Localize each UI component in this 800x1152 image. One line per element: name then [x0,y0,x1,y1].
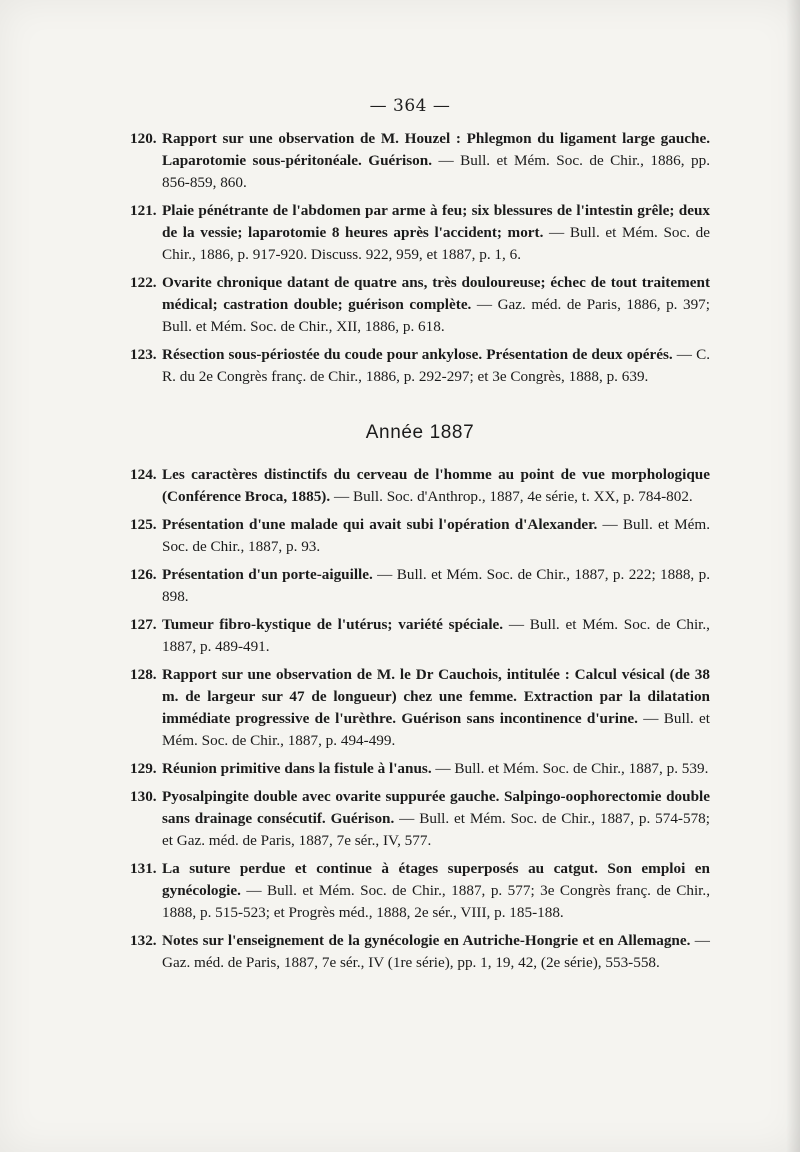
entry-title: Pyosalpingite double avec ovarite suppurée gauche. Salpingo-oophorectomie double sans drainage consécutif. Guérison. [162,788,710,827]
entry-text [162,564,710,608]
bibliography-entry-122 [130,272,710,338]
entry-reference: — Gaz. méd. de Paris, 1887, 7e sér., IV (1re série), pp. 1, 19, 42, (2e série), 553-558. [162,932,710,971]
entry-text [162,514,710,558]
bibliography-content [130,128,710,980]
page-edge-shadow [786,0,800,1152]
entry-title: Tumeur fibro-kystique de l'utérus; variété spéciale. [162,616,504,633]
entry-title: Présentation d'un porte-aiguille. [162,566,373,583]
entry-number: 125. [130,516,157,533]
entry-title: Réunion primitive dans la fistule à l'anus. [162,760,432,777]
entry-text [162,200,710,266]
entry-title: La suture perdue et continue à étages superposés au catgut. Son emploi en gynécologie. [162,860,710,899]
entry-reference: — Bull. et Mém. Soc. de Chir., 1887, p. 222; 1888, p. 898. [162,566,710,605]
bibliography-entry-124 [130,464,710,508]
entry-text [162,614,710,658]
year-heading: Année 1887 [365,422,475,443]
entry-title: Rapport sur une observation de M. le Dr Cauchois, intitulée : Calcul vésical (de 38 m. de largeur sur 47 de longueur) chez une femme. Extraction par la dilatation immédiate progressive de l'urèthre. Guérison sans incontinence d'urine. [162,666,710,727]
bibliography-entry-120 [130,128,710,194]
bibliography-entry-125 [130,514,710,558]
bibliography-entry-127 [130,614,710,658]
page-number: — 364 — [369,96,451,116]
entry-number: 126. [130,566,157,583]
entry-text [162,930,710,974]
entry-number: 129. [130,760,157,777]
entry-number: 131. [130,860,157,877]
entry-number: 120. [130,130,157,147]
bibliography-entry-126 [130,564,710,608]
entry-title: Ovarite chronique datant de quatre ans, très douloureuse; échec de tout traitement médical; castration double; guérison complète. [162,274,710,313]
entry-reference: — Bull. et Mém. Soc. de Chir., 1886, pp. 856-859, 860. [162,152,710,191]
entry-reference: — Bull. Soc. d'Anthrop., 1887, 4e série, t. XX, p. 784-802. [330,488,693,505]
entry-reference: — Bull. et Mém. Soc. de Chir., 1887, p. 539. [431,760,709,777]
bibliography-entry-130 [130,786,710,852]
entry-reference: — Bull. et Mém. Soc. de Chir., 1887, p. 577; 3e Congrès franç. de Chir., 1888, p. 515-523; et Progrès méd., 1888, 2e sér., VIII, p. 185-188. [162,882,710,921]
entry-number: 130. [130,788,157,805]
bibliography-entry-123 [130,344,710,388]
bibliography-entry-121 [130,200,710,266]
bibliography-entry-131 [130,858,710,924]
bibliography-entry-128 [130,664,710,752]
entry-reference: — Gaz. méd. de Paris, 1886, p. 397; Bull. et Mém. Soc. de Chir., XII, 1886, p. 618. [162,296,710,335]
entry-number: 122. [130,274,157,291]
entry-reference: — Bull. et Mém. Soc. de Chir., 1886, p. 917-920. Discuss. 922, 959, et 1887, p. 1, 6. [162,224,710,263]
entry-text [162,758,710,780]
entry-reference: — C. R. du 2e Congrès franç. de Chir., 1886, p. 292-297; et 3e Congrès, 1888, p. 639. [162,346,710,385]
entry-number: 127. [130,616,157,633]
entry-title: Les caractères distinctifs du cerveau de l'homme au point de vue morphologique (Conférence Broca, 1885). [162,466,710,505]
bibliography-entry-129 [130,758,710,780]
entry-text [162,272,710,338]
entry-title: Plaie pénétrante de l'abdomen par arme à feu; six blessures de l'intestin grêle; deux de la vessie; laparotomie 8 heures après l'accident; mort. [162,202,710,241]
entry-title: Notes sur l'enseignement de la gynécologie en Autriche-Hongrie et en Allemagne. [162,932,691,949]
entry-number: 121. [130,202,157,219]
entry-text [162,344,710,388]
entry-title: Résection sous-périostée du coude pour ankylose. Présentation de deux opérés. [162,346,673,363]
bibliography-entry-132 [130,930,710,974]
entry-reference: — Bull. et Mém. Soc. de Chir., 1887, p. 574-578; et Gaz. méd. de Paris, 1887, 7e sér., IV, 577. [162,810,710,849]
entry-text [162,786,710,852]
entry-number: 123. [130,346,157,363]
entry-text [162,128,710,194]
entry-number: 128. [130,666,157,683]
entry-title: Présentation d'une malade qui avait subi l'opération d'Alexander. [162,516,598,533]
entry-number: 132. [130,932,157,949]
entry-number: 124. [130,466,157,483]
entry-reference: — Bull. et Mém. Soc. de Chir., 1887, p. 93. [162,516,710,555]
entry-reference: — Bull. et Mém. Soc. de Chir., 1887, p. 489-491. [162,616,710,655]
entry-text [162,664,710,752]
entry-title: Rapport sur une observation de M. Houzel : Phlegmon du ligament large gauche. Laparotomie sous-péritonéale. Guérison. [162,130,710,169]
entry-reference: — Bull. et Mém. Soc. de Chir., 1887, p. 494-499. [162,710,710,749]
entry-text [162,464,710,508]
entry-text [162,858,710,924]
